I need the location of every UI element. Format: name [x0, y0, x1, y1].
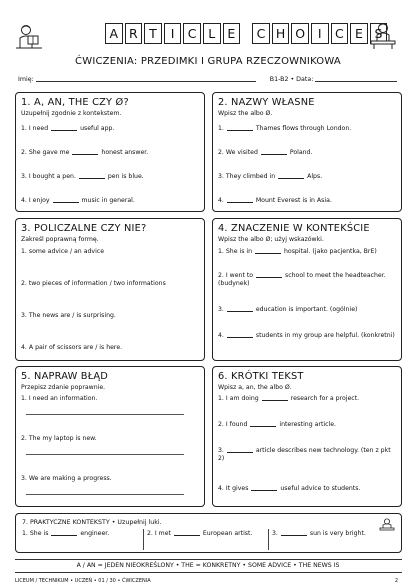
title-letter: C: [252, 23, 270, 44]
error-sentence: 1. I need an information.: [21, 395, 98, 402]
date-field[interactable]: [315, 76, 397, 82]
cell-divider: [143, 529, 144, 550]
title-letter: H: [272, 23, 290, 44]
title-letter: E: [223, 23, 241, 44]
title-letter: T: [144, 23, 162, 44]
reading-student-illustration: [14, 24, 44, 50]
title-letter: A: [105, 23, 123, 44]
section-instruction: Zakreśl poprawną formę.: [21, 236, 99, 244]
worksheet-title: [105, 23, 389, 44]
exercise-item: 2. We visited Poland.: [218, 149, 313, 156]
answer-blank[interactable]: [255, 248, 281, 254]
name-label: Imię:: [18, 76, 34, 83]
section-3-box: [15, 218, 205, 361]
answer-blank[interactable]: [51, 125, 77, 131]
answer-blank[interactable]: [281, 530, 307, 536]
choice-item[interactable]: 2. two pieces of information / two informations: [21, 280, 166, 287]
footer-info: LICEUM / TECHNIKUM • UCZEŃ • 01 / 30 • ĆWICZENIA: [15, 578, 151, 584]
section-1-box: [15, 92, 205, 212]
section-title: 4. ZNACZENIE W KONTEKŚCIE: [218, 223, 370, 234]
writing-student-illustration: [368, 22, 398, 50]
section-title: 6. KRÓTKI TEKST: [218, 371, 304, 382]
summary-rule-bottom: [15, 572, 402, 573]
exercise-item: 4. It gives useful advice to students.: [218, 485, 361, 492]
section-title: 2. NAZWY WŁASNE: [218, 97, 315, 108]
answer-blank[interactable]: [262, 395, 288, 401]
student-info-row: [18, 76, 400, 83]
answer-blank[interactable]: [227, 332, 253, 338]
title-letter: R: [125, 23, 143, 44]
title-space: [242, 23, 250, 44]
exercise-item: 4. I enjoy music in general.: [21, 197, 135, 204]
exercise-item: 1. She is in hospital. (jako pacjentka, BrE): [218, 248, 377, 255]
choice-item[interactable]: 4. A pair of scissors are / is here.: [21, 344, 123, 351]
section-instruction: Wpisz the albo Ø; użyj wskazówki.: [218, 236, 324, 244]
section-title: 1. A, AN, THE CZY Ø?: [21, 97, 129, 108]
title-letter: I: [311, 23, 329, 44]
exercise-item: 4. Mount Everest is in Asia.: [218, 197, 332, 204]
answer-blank[interactable]: [250, 421, 276, 427]
section-instruction: Przepisz zdanie poprawnie.: [21, 384, 106, 392]
section-instruction: Wpisz a, an, the albo Ø.: [218, 384, 292, 392]
exercise-item: 3. education is important. (ogólnie): [218, 306, 358, 313]
exercise-item: 2. I went to school to meet the headteacher. (budynek): [218, 272, 386, 288]
title-letter: I: [164, 23, 182, 44]
worksheet-subtitle: ĆWICZENIA: PRZEDIMKI I GRUPA RZECZOWNIKOWA: [75, 56, 341, 67]
title-letter: O: [291, 23, 309, 44]
section-2-box: [212, 92, 402, 212]
answer-blank[interactable]: [251, 485, 277, 491]
rewrite-line[interactable]: [26, 454, 184, 455]
exercise-item: 2. I met European artist.: [147, 530, 253, 537]
answer-blank[interactable]: [51, 530, 77, 536]
section-instruction: Wpisz the albo Ø.: [218, 110, 273, 118]
answer-blank[interactable]: [227, 447, 253, 453]
answer-blank[interactable]: [278, 173, 304, 179]
title-letter: L: [203, 23, 221, 44]
exercise-item: 3. sun is very bright.: [272, 530, 366, 537]
error-sentence: 3. We are making a progress.: [21, 475, 112, 482]
answer-blank[interactable]: [256, 272, 282, 278]
answer-blank[interactable]: [174, 530, 200, 536]
page-number: 2: [394, 578, 398, 584]
answer-blank[interactable]: [79, 173, 105, 179]
title-letter: S: [370, 23, 388, 44]
summary-rule-top: [15, 559, 402, 560]
answer-blank[interactable]: [227, 197, 253, 203]
section-title: 3. POLICZALNE CZY NIE?: [21, 223, 147, 234]
exercise-item: 2. I found interesting article.: [218, 421, 336, 428]
exercise-item: 1. She is engineer.: [22, 530, 110, 537]
answer-blank[interactable]: [72, 149, 98, 155]
title-letter: C: [183, 23, 201, 44]
answer-blank[interactable]: [227, 306, 253, 312]
section-4-box: [212, 218, 402, 361]
section-6-box: [212, 366, 402, 507]
rewrite-line[interactable]: [26, 414, 184, 415]
writing-student-small-illustration: [379, 517, 395, 536]
error-sentence: 2. The my laptop is new.: [21, 435, 97, 442]
section-7-strip: [15, 513, 402, 553]
exercise-item: 3. I bought a pen. pen is blue.: [21, 173, 144, 180]
exercise-item: 3. article describes new technology. (ten z pkt 2): [218, 447, 391, 463]
exercise-item: 1. I need useful app.: [21, 125, 115, 132]
answer-blank[interactable]: [261, 149, 287, 155]
section-instruction: Uzupełnij zgodnie z kontekstem.: [21, 110, 122, 118]
exercise-item: 1. I am doing research for a project.: [218, 395, 360, 402]
choice-item[interactable]: 1. some advice / an advice: [21, 248, 104, 255]
level-date-label: B1-B2 • Data:: [269, 76, 314, 83]
exercise-item: 4. students in my group are helpful. (konkretni): [218, 332, 395, 339]
rewrite-line[interactable]: [26, 494, 184, 495]
summary-rule-text: A / AN = JEDEN NIEOKREŚLONY • THE = KONKRETNY • SOME ADVICE • THE NEWS IS: [76, 562, 340, 569]
answer-blank[interactable]: [227, 125, 253, 131]
name-field[interactable]: [36, 76, 256, 82]
cell-divider: [268, 529, 269, 550]
exercise-item: 3. They climbed in Alps.: [218, 173, 323, 180]
title-letter: E: [350, 23, 368, 44]
answer-blank[interactable]: [53, 197, 79, 203]
exercise-item: 2. She gave me honest answer.: [21, 149, 149, 156]
section-5-box: [15, 366, 205, 507]
section-title: 7. PRAKTYCZNE KONTEKSTY • Uzupełnij luki.: [22, 519, 162, 526]
choice-item[interactable]: 3. The news are / is surprising.: [21, 312, 116, 319]
exercise-item: 1. Thames flows through London.: [218, 125, 352, 132]
section-title: 5. NAPRAW BŁĄD: [21, 371, 109, 382]
title-letter: C: [331, 23, 349, 44]
